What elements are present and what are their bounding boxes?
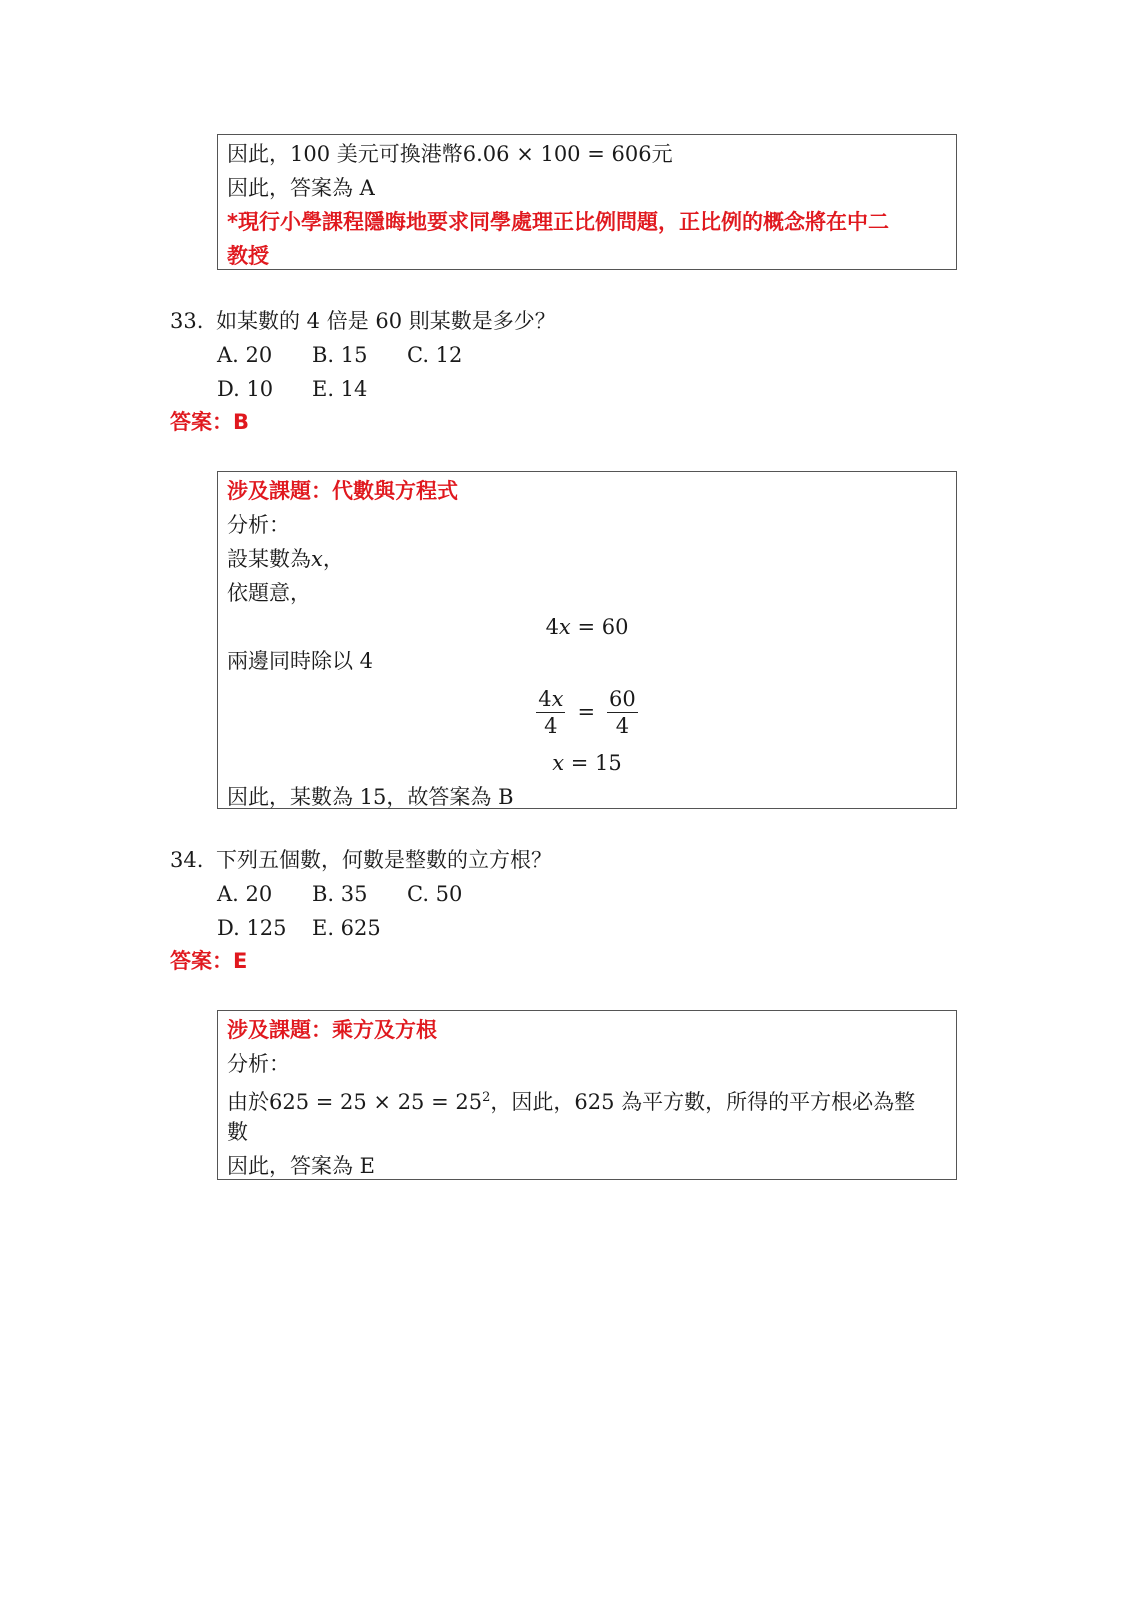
box33-fraction-equation <box>227 678 956 746</box>
option-e: E. 14 <box>312 377 368 401</box>
box33-line3: 兩邊同時除以 4 <box>227 649 374 673</box>
option-a: A. 20 <box>217 343 273 367</box>
box34-analysis: 分析： <box>227 1052 290 1076</box>
box32-note-line2: 教授 <box>227 244 269 268</box>
question-33-options-row1 <box>217 338 502 372</box>
option-b: B. 35 <box>312 882 368 906</box>
question-33-number: 33. <box>170 309 204 333</box>
fraction-right <box>607 686 638 739</box>
question-33-options-row2 <box>217 372 407 406</box>
fraction-left-numerator: 4𝑥 <box>538 686 564 711</box>
question-34-options-row1 <box>217 877 502 911</box>
box33-topic: 涉及課題：代數與方程式 <box>227 479 458 503</box>
option-a: A. 20 <box>217 882 273 906</box>
box32-note-line1: *現行小學課程隱晦地要求同學處理正比例問題，正比例的概念將在中二 <box>227 210 889 234</box>
solution-box-33 <box>217 471 957 809</box>
box33-analysis: 分析： <box>227 513 290 537</box>
question-34-answer: 答案：E <box>170 949 248 973</box>
question-34-number: 34. <box>170 848 204 872</box>
option-c: C. 50 <box>407 882 463 906</box>
option-c: C. 12 <box>407 343 463 367</box>
question-34-options-row2 <box>217 911 407 945</box>
option-b: B. 15 <box>312 343 368 367</box>
option-d: D. 10 <box>217 377 274 401</box>
option-d: D. 125 <box>217 916 287 940</box>
box33-conclusion: 因此，某數為 15，故答案為 B <box>227 785 514 809</box>
box34-line1-post: ，因此，625 為平方數，所得的平方根必為整 <box>490 1090 916 1114</box>
fraction-right-numerator: 60 <box>609 686 636 711</box>
box33-equation3: 𝑥 = 15 <box>552 751 622 775</box>
question-33 <box>170 304 556 338</box>
option-e: E. 625 <box>312 916 381 940</box>
solution-box-32 <box>217 134 957 270</box>
box34-line1-pre: 由於625 = 25 × 25 = 25 <box>227 1090 483 1114</box>
fraction-equals: = <box>577 700 596 724</box>
box33-line1: 設某數為𝑥， <box>227 547 344 571</box>
box33-equation1: 4𝑥 = 60 <box>545 615 629 639</box>
box34-line2: 數 <box>227 1120 248 1144</box>
fraction-left-denominator: 4 <box>544 713 558 738</box>
box34-conclusion: 因此，答案為 E <box>227 1154 376 1178</box>
box34-exponent: 2 <box>482 1090 491 1105</box>
box33-line2: 依題意， <box>227 581 311 605</box>
fraction-right-denominator: 4 <box>615 713 630 738</box>
box34-topic: 涉及課題：乘方及方根 <box>227 1018 437 1042</box>
fraction-left <box>536 686 565 739</box>
question-33-text: 如某數的 4 倍是 60 則某數是多少？ <box>216 309 556 333</box>
box32-line2: 因此，答案為 A <box>227 176 375 200</box>
box32-line1: 因此，100 美元可換港幣6.06 × 100 = 606元 <box>227 142 673 166</box>
question-33-answer: 答案：B <box>170 410 250 434</box>
box34-line1 <box>227 1081 956 1115</box>
question-34-text: 下列五個數，何數是整數的立方根？ <box>216 848 552 872</box>
solution-box-34 <box>217 1010 957 1180</box>
question-34 <box>170 843 552 877</box>
